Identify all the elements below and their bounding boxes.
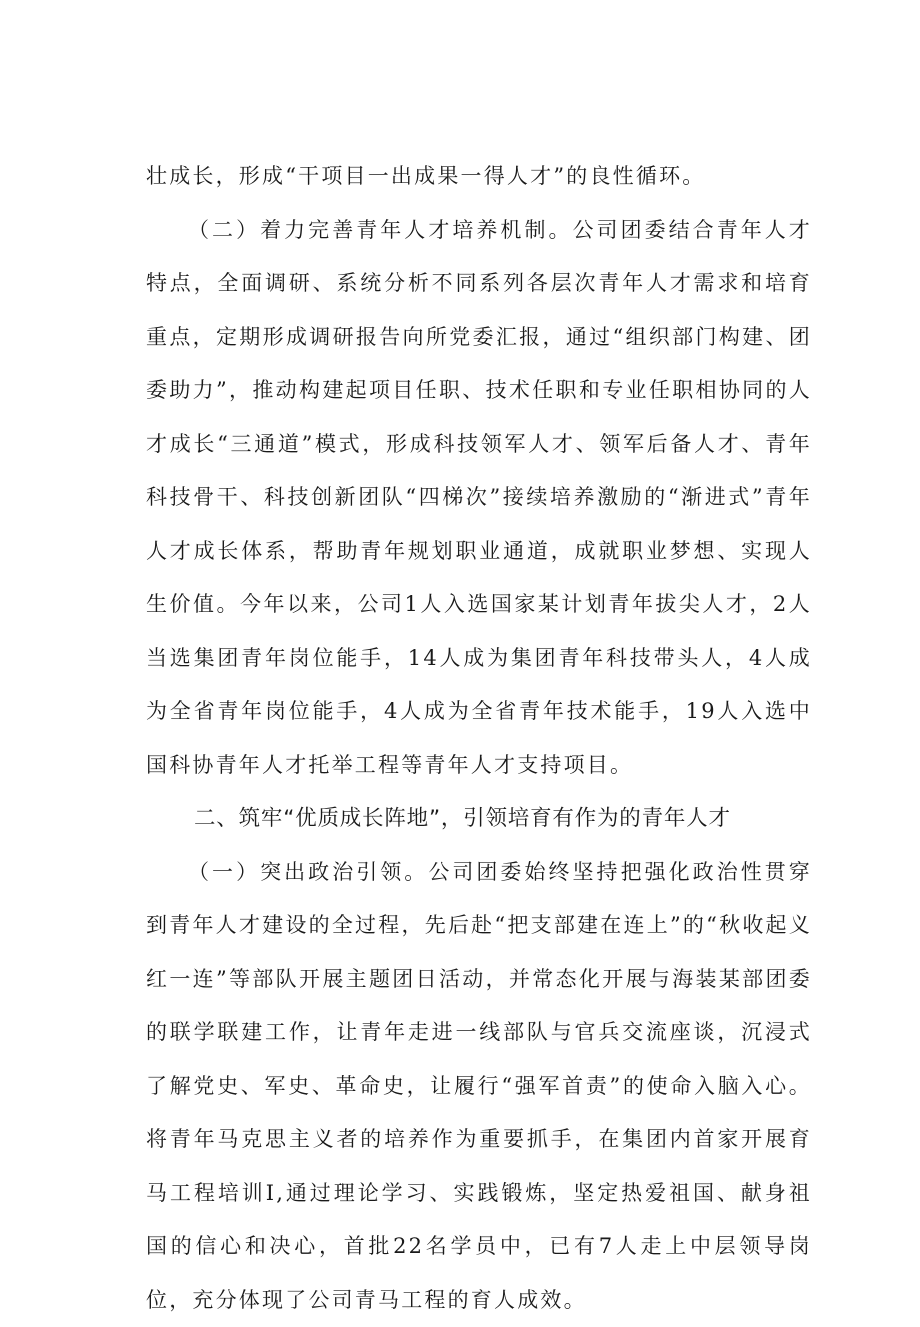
paragraph-continuation: 壮成长，形成“干项目一出成果一得人才”的良性循环。 <box>146 150 812 204</box>
paragraph-political-guidance: （一）突出政治引领。公司团委始终坚持把强化政治性贯穿到青年人才建设的全过程，先后赴“把支部建在连上”的“秋收起义红一连”等部队开展主题团日活动，并常态化开展与海装某部团委的联学联建工作，让青年走进一线部队与官兵交流座谈，沉浸式了解党史、军史、革命史，让履行“强军首责”的使命入脑入心。将青年马克思主义者的培养作为重要抓手，在集团内首家开展育马工程培训I,通过理论学习、实践锻炼，坚定热爱祖国、献身祖国的信心和决心，首批22名学员中，已有7人走上中层领导岗位，充分体现了公司青马工程的育人成效。 <box>146 846 812 1327</box>
paragraph-talent-training-mechanism: （二）着力完善青年人才培养机制。公司团委结合青年人才特点，全面调研、系统分析不同系列各层次青年人才需求和培育重点，定期形成调研报告向所党委汇报，通过“组织部门构建、团委助力”，推动构建起项目任职、技术任职和专业任职相协同的人才成长“三通道”模式，形成科技领军人才、领军后备人才、青年科技骨干、科技创新团队“四梯次”接续培养激励的“渐进式”青年人才成长体系，帮助青年规划职业通道，成就职业梦想、实现人生价值。今年以来，公司1人入选国家某计划青年拔尖人才，2人当选集团青年岗位能手，14人成为集团青年科技带头人，4人成为全省青年岗位能手，4人成为全省青年技术能手，19人入选中国科协青年人才托举工程等青年人才支持项目。 <box>146 204 812 793</box>
section-heading-2: 二、筑牢“优质成长阵地”，引领培育有作为的青年人才 <box>146 792 812 846</box>
document-body <box>146 150 812 1327</box>
